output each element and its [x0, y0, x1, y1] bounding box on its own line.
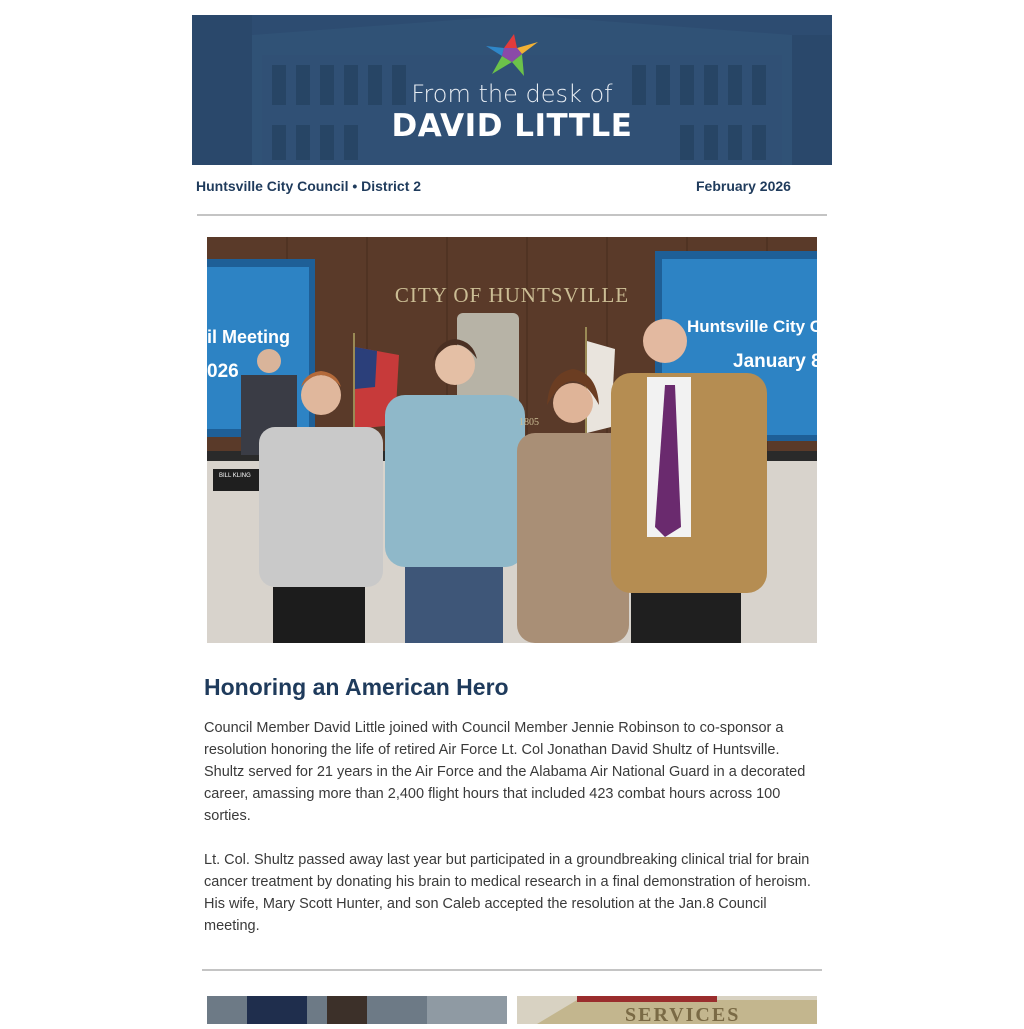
- next-story-photo-right: [517, 996, 817, 1024]
- article-paragraph-2: [204, 849, 824, 937]
- photo-wall-sign: CITY OF HUNTSVILLE: [394, 283, 630, 307]
- article-title: Honoring an American Hero: [204, 674, 509, 700]
- star-logo-icon: [484, 30, 540, 80]
- text-line: Shultz served for 21 years in the Air Force and the Alabama Air National Guard in a decorated: [204, 764, 806, 780]
- banner-subtitle: From the desk of: [411, 80, 613, 108]
- photo-seal-year: 1805: [519, 417, 539, 428]
- text-line: career, amassing more than 2,400 flight hours that included 423 combat hours across 100: [204, 786, 781, 802]
- photo-screen-right-line2: January 8: [733, 351, 822, 372]
- council-district-label: Huntsville City Council • District 2: [196, 178, 422, 194]
- photo-screen-left-line2: 026: [207, 361, 239, 382]
- next-story-sign-text: SERVICES: [625, 1004, 741, 1026]
- photo-nameplate: BILL KLING: [219, 473, 251, 479]
- divider: [202, 969, 822, 971]
- text-line: cancer treatment by donating his brain to medical research in a final demonstration of heroism.: [204, 874, 811, 890]
- text-line: His wife, Mary Scott Hunter, and son Caleb accepted the resolution at the Jan.8 Council: [204, 896, 767, 912]
- banner-title: DAVID LITTLE: [391, 108, 633, 144]
- photo-screen-left-line1: il Meeting: [207, 327, 291, 347]
- article-paragraph-1: [204, 717, 824, 827]
- council-meeting-photo: [207, 237, 833, 643]
- text-line: Council Member David Little joined with Council Member Jennie Robinson to co-sponsor a: [204, 720, 784, 736]
- text-line: resolution honoring the life of retired Air Force Lt. Col Jonathan David Shultz of Huntsville.: [204, 742, 780, 758]
- photo-screen-right-line1: Huntsville City Co: [687, 317, 833, 336]
- divider: [197, 214, 827, 216]
- text-line: meeting.: [204, 918, 260, 934]
- issue-date: February 2026: [696, 178, 791, 194]
- text-line: Lt. Col. Shultz passed away last year but participated in a groundbreaking clinical trial for brain: [204, 852, 810, 868]
- text-line: sorties.: [204, 808, 251, 824]
- next-story-photo-left: [207, 996, 507, 1024]
